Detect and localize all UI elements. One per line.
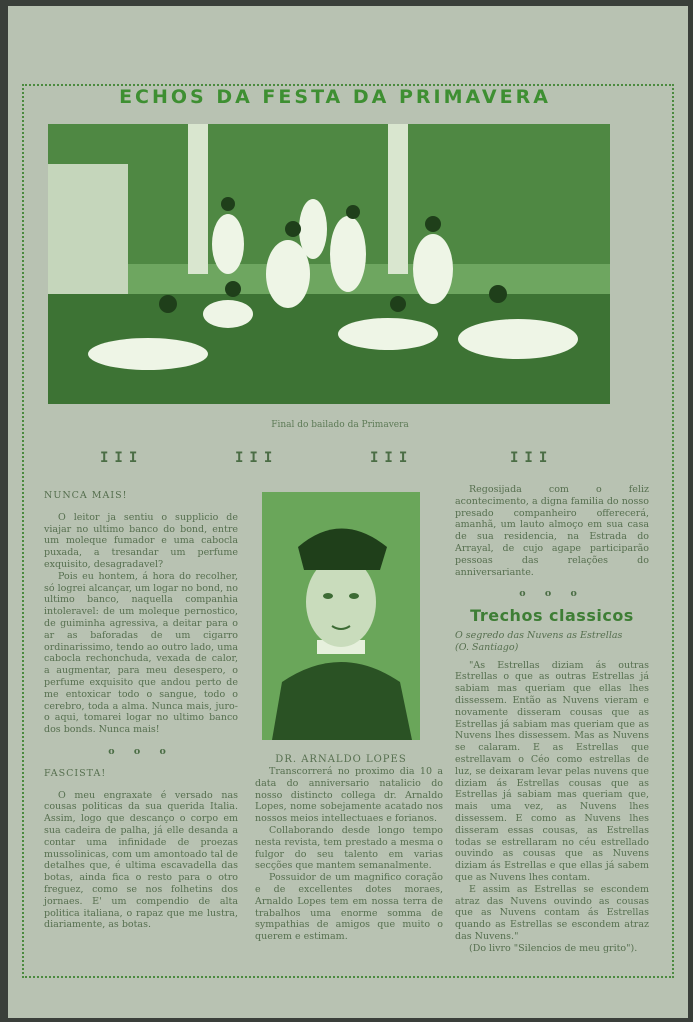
poem-subtitle: O segredo das Nuvens as Estrellas bbox=[455, 629, 623, 641]
dance-photo-illustration bbox=[48, 124, 610, 404]
paragraph: E assim as Estrellas se escondem atraz das Nuvens ouvindo as cousas que as Nuvens contam ás Estrellas quando as Estrellas se escondem atraz das Nuvens." bbox=[455, 883, 649, 942]
divider-mark: III bbox=[100, 450, 144, 466]
paragraph: O leitor ja sentiu o supplicio de viajar no ultimo banco do bond, entre um moleque fumador e uma cabocla puxada, a tresandar um perfume exquisito, desagradavel? bbox=[44, 511, 238, 570]
decorative-divider bbox=[90, 450, 590, 470]
dance-photo bbox=[48, 124, 610, 404]
paragraph: O meu engraxate é versado nas cousas politicas da sua querida Italia. Assim, logo que descanço o corpo em sua cadeira de palha, já elle desanda a contar uma infinidade de proezas mussolinicas, com um amontoado tal de detalhes que, é ultima escavadella das botas, ainda fica o resto para o otro freguez, como se nos folhetins dos jornaes. E' um compendio de alta politica italiana, o rapaz que me lustra, diariamente, as botas. bbox=[44, 789, 238, 931]
middle-column bbox=[255, 766, 443, 943]
paragraph: "As Estrellas diziam ás outras Estrellas o que as outras Estrellas já sabiam mas queriam que ellas lhes dissessem. Então as Nuvens vieram e novamente disseram cousas que as Estrellas já sabiam mas queriam que as Nuvens lhes dissessem. Mas as Nuvens se calaram. E as Estrellas que estrellavam o Céo como estrellas de luz, se deixaram levar pelas nuvens que diziam ás Estrellas cousas que as Estrellas já sabiam mas queriam que, mais uma vez, as Nuvens lhes dissessem. E como as Nuvens lhes disseram essas cousas, as Estrellas todas se estrellaram no céu estrellado ouvindo as cousas que as Nuvens diziam ás Estrellas e que ellas já sabem que as Nuvens lhes contam. bbox=[455, 659, 649, 883]
divider-mark: III bbox=[510, 450, 554, 466]
section-divider: o o o bbox=[519, 588, 585, 600]
paragraph: Regosijada com o feliz acontecimento, a digna familia do nosso presado companheiro offerecerá, amanhã, um lauto almoço em sua casa de sua residencia, na Estrada do Arrayal, de cujo agape participarão pessoas das relações do anniversariante. bbox=[455, 484, 649, 578]
left-column bbox=[44, 490, 238, 931]
paragraph: Collaborando desde longo tempo nesta revista, tem prestado a mesma o fulgor do seu talento em varias secções que mantem semanalmente. bbox=[255, 824, 443, 872]
paragraph: Pois eu hontem, á hora do recolher, só logrei alcançar, um logar no bond, no ultimo banco, naquella companhia intoleravel: de um moleque pernostico, de guiminha agressiva, a deitar para o ar as baforadas de um cigarro ordinarissimo, tendo ao outro lado, uma cabocla rechonchuda, vexada de calor, a augmentar, para meu desespero, o perfume exquisito que andou perto de me entoxicar todo o sangue, todo o cerebro, toda a alma. Nunca mais, juro-o aqui, tomarei logar no ultimo banco dos bonds. Nunca mais! bbox=[44, 570, 238, 736]
source-citation: (Do livro "Silencios de meu grito"). bbox=[469, 942, 638, 954]
section-title-trechos-classicos: Trechos classicos bbox=[470, 606, 634, 626]
divider-mark: III bbox=[235, 450, 279, 466]
portrait-illustration bbox=[262, 492, 420, 740]
photo-caption: Final do bailado da Primavera bbox=[271, 420, 409, 430]
section-heading-nunca-mais: NUNCA MAIS! bbox=[44, 490, 128, 501]
portrait-name: DR. ARNALDO LOPES bbox=[275, 754, 407, 765]
right-column bbox=[455, 484, 649, 954]
portrait-photo bbox=[262, 492, 420, 740]
headline: ECHOS DA FESTA DA PRIMAVERA bbox=[119, 86, 551, 108]
paragraph: Possuidor de um magnifico coração e de excellentes dotes moraes, Arnaldo Lopes tem em nossa terra de trabalhos uma enorme somma de sympathias de amigos que muito o querem e estimam. bbox=[255, 872, 443, 943]
paragraph: Transcorrerá no proximo dia 10 a data do anniversario natalicio do nosso distincto collega dr. Arnaldo Lopes, nome sobejamente acatado nos nossos meios intellectuaes e forianos. bbox=[255, 766, 443, 825]
section-divider: o o o bbox=[108, 745, 174, 757]
divider-mark: III bbox=[370, 450, 414, 466]
poem-author: (O. Santiago) bbox=[455, 641, 519, 653]
section-heading-fascista: FASCISTA! bbox=[44, 767, 107, 779]
